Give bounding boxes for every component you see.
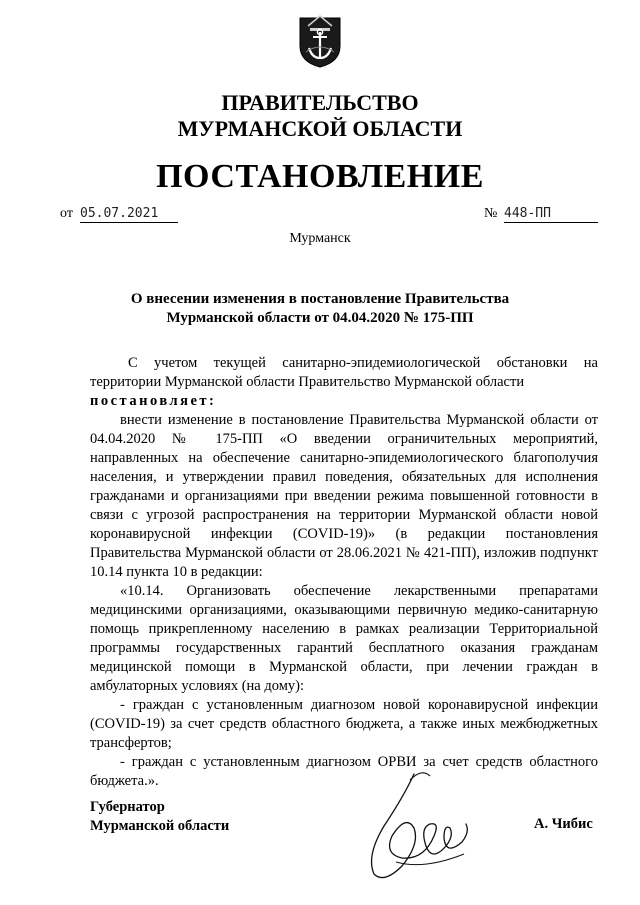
intro-paragraph <box>90 354 598 392</box>
coat-of-arms-emblem <box>296 12 344 68</box>
organization-name-line2: МУРМАНСКОЙ ОБЛАСТИ <box>177 116 463 141</box>
subject-line2: Мурманской области от 04.04.2020 № 175-ПП <box>166 310 474 326</box>
paragraph-amendment: внести изменение в постановление Правительства Мурманской области от 04.04.2020 № 175-ПП «О введении ограничительных мероприятий, направленных на обеспечение санитарно-эпидемиологического благополучия населения, и утверждении правил поведения, обязательных для исполнения гражданами и организациями при введении режима повышенной готовности в связи с угрозой распространения на территории Мурманской области новой коронавирусной инфекции (COVID-19)» (в редакции постановления Правительства Мурманской области от 28.06.2021 № 421-ПП), изложив подпункт 10.14 пункта 10 в редакции: <box>90 412 598 580</box>
city-name: Мурманск <box>289 231 351 246</box>
signatory-position-line2: Мурманской области <box>90 818 230 834</box>
handwritten-signature <box>344 766 484 886</box>
paragraph-orvi-item: - граждан с установленным диагнозом ОРВИ за счет средств областного бюджета.». <box>90 754 598 789</box>
paragraph-10-14: «10.14. Организовать обеспечение лекарственными препаратами медицинскими организациями, оказывающими первичную медико-санитарную помощь прикрепленному населению в рамках реализации Территориальной программы государственных гарантий бесплатного оказания гражданам медицинской помощи в Мурманской области, при лечении граждан в амбулаторных условиях (на дому): <box>90 583 598 694</box>
document-date: 05.07.2021 <box>80 206 178 223</box>
signatory-position <box>90 798 229 836</box>
paragraph-covid-item: - граждан с установленным диагнозом новой коронавирусной инфекции (COVID-19) за счет средств областного бюджета, а также иных межбюджетных трансфертов; <box>90 697 598 751</box>
intro-text: С учетом текущей санитарно-эпидемиологической обстановки на территории Мурманской области Правительство Мурманской области <box>90 355 598 390</box>
document-type-title: ПОСТАНОВЛЕНИЕ <box>156 158 484 195</box>
resolves-keyword: постановляет: <box>90 393 217 409</box>
organization-name-line1: ПРАВИТЕЛЬСТВО <box>221 90 419 115</box>
subject-line1: О внесении изменения в постановление Правительства <box>130 291 510 307</box>
signatory-position-line1: Губернатор <box>90 799 165 815</box>
date-prefix: от <box>60 206 73 221</box>
document-body <box>90 354 598 791</box>
number-prefix: № <box>484 206 498 221</box>
signatory-name: А. Чибис <box>534 816 593 832</box>
document-number: 448-ПП <box>504 206 598 223</box>
